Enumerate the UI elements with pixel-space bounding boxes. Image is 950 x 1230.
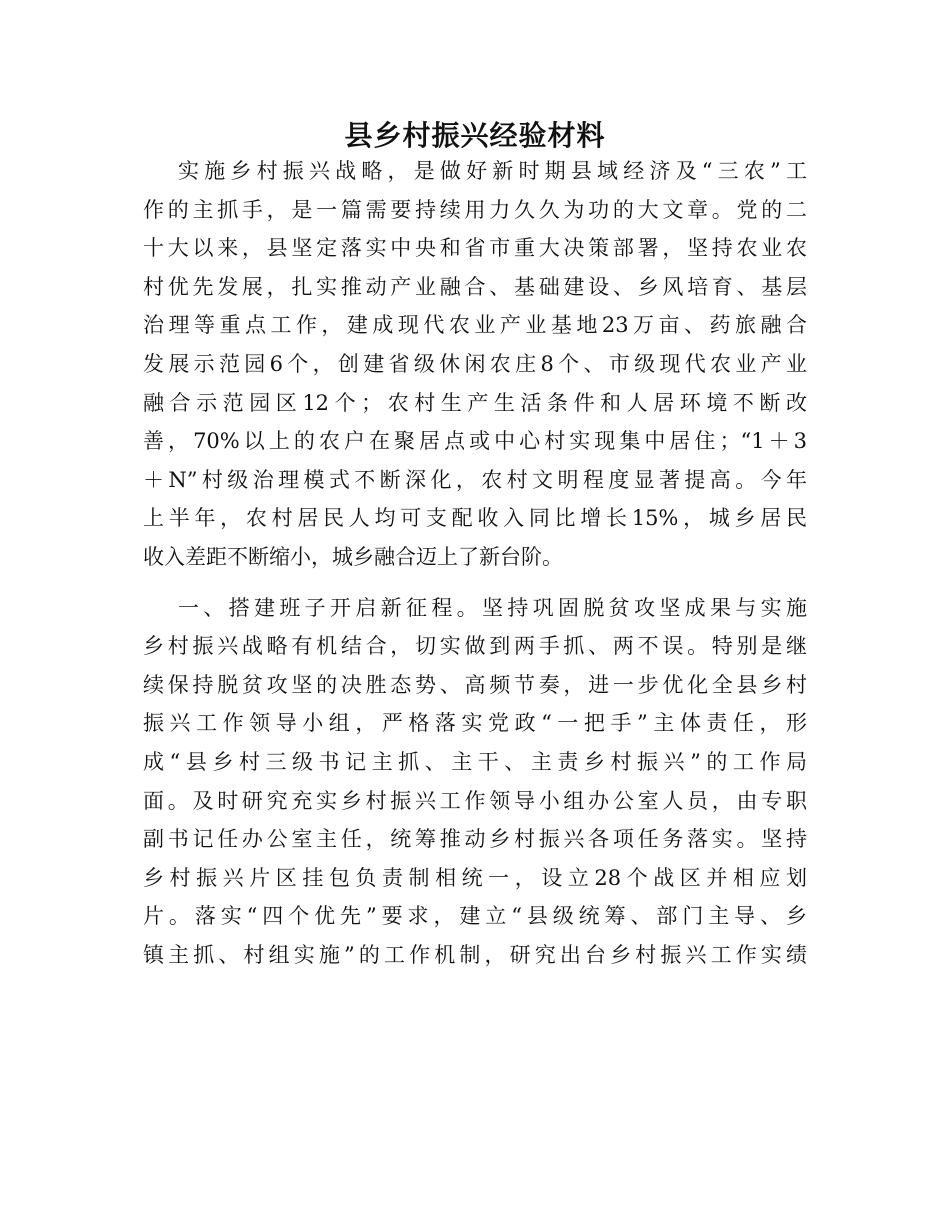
paragraph-line: 上半年，农村居民人均可支配收入同比增长15%，城乡居民 [143,506,807,531]
paragraph-line: 副书记任办公室主任，统筹推动乡村振兴各项任务落实。坚持 [143,827,807,852]
paragraph-line: 村优先发展，扎实推动产业融合、基础建设、乡风培育、基层 [143,274,807,299]
document-body [143,152,807,974]
paragraph-line: 十大以来，县坚定落实中央和省市重大决策部署，坚持农业农 [143,236,807,261]
paragraph-intro [143,152,807,577]
paragraph-line: ＋N”村级治理模式不断深化，农村文明程度显著提高。今年 [143,467,807,492]
paragraph-line: 乡村振兴战略有机结合，切实做到两手抓、两不误。特别是继 [143,634,807,659]
paragraph-line: 治理等重点工作，建成现代农业产业基地23万亩、药旅融合 [143,313,807,338]
paragraph-line: 镇主抓、村组实施”的工作机制，研究出台乡村振兴工作实绩 [143,942,807,967]
paragraph-line: 振兴工作领导小组，严格落实党政“一把手”主体责任，形 [143,711,807,736]
paragraph-section-one [143,589,807,975]
document-title: 县乡村振兴经验材料 [344,119,606,152]
paragraph-line: 面。及时研究充实乡村振兴工作领导小组办公室人员，由专职 [143,788,807,813]
paragraph-line: 作的主抓手，是一篇需要持续用力久久为功的大文章。党的二 [143,197,807,222]
paragraph-line: 实施乡村振兴战略，是做好新时期县域经济及“三农”工 [178,159,807,183]
paragraph-line: 发展示范园6个，创建省级休闲农庄8个、市级现代农业产业 [143,351,807,376]
paragraph-spacer [143,577,807,589]
paragraph-line: 融合示范园区12个；农村生产生活条件和人居环境不断改 [143,390,807,415]
paragraph-line: 善，70%以上的农户在聚居点或中心村实现集中居住；“1＋3 [143,429,807,454]
paragraph-line: 收入差距不断缩小，城乡融合迈上了新台阶。 [143,544,563,569]
paragraph-line: 乡村振兴片区挂包负责制相统一，设立28个战区并相应划 [143,865,807,890]
paragraph-line: 续保持脱贫攻坚的决胜态势、高频节奏，进一步优化全县乡村 [143,672,807,697]
paragraph-line: 一、搭建班子开启新征程。坚持巩固脱贫攻坚成果与实施 [178,595,807,620]
paragraph-line: 成“县乡村三级书记主抓、主干、主责乡村振兴”的工作局 [143,749,807,774]
paragraph-line: 片。落实“四个优先”要求，建立“县级统筹、部门主导、乡 [143,904,807,929]
